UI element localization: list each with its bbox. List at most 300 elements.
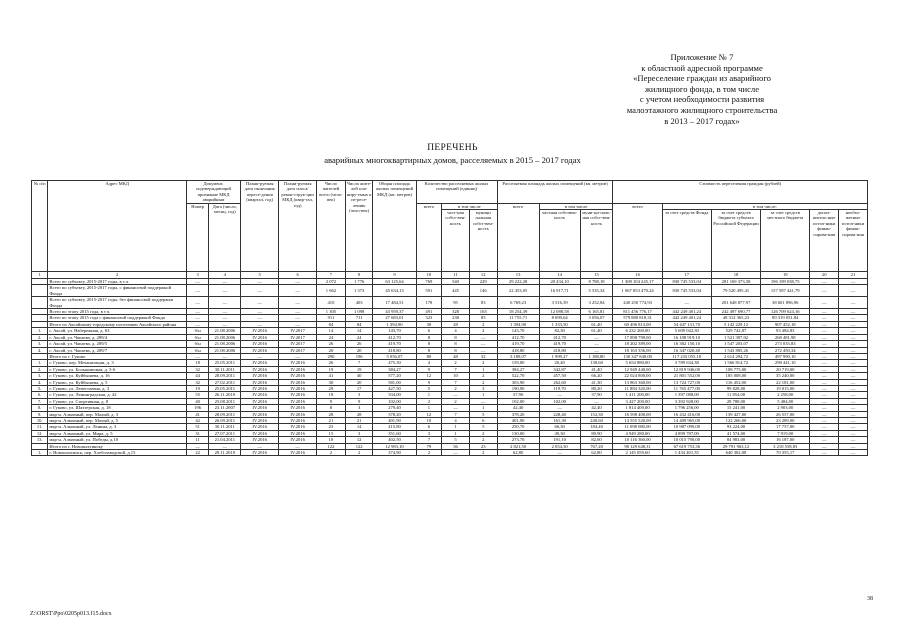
- table-cell-r1: 14: [317, 328, 346, 334]
- table-cell-n: 4.: [32, 379, 48, 385]
- table-cell-c: 17 898 799,00: [613, 334, 662, 340]
- table-cell-addr: мкр-н. Алмазный, пер. Малый, д. 5: [48, 417, 186, 423]
- table-cell-r2: 7: [345, 360, 373, 366]
- table-cell-docn: 31: [186, 430, 209, 436]
- column-number: 16: [613, 272, 662, 279]
- table-cell-addr: г. Аксай, ул. Набережная, д. 63: [48, 328, 186, 334]
- table-cell-qm: 2: [469, 360, 497, 366]
- table-cell-sp: 66,30: [539, 424, 580, 430]
- table-cell-qp: —: [442, 405, 470, 411]
- table-cell-cl: 497 990,10: [761, 353, 810, 359]
- table-cell-r1: 26: [317, 360, 346, 366]
- table-cell-r2: 711: [345, 315, 373, 321]
- table-cell-docn: —: [186, 297, 209, 309]
- table-cell-r2: 28: [345, 411, 373, 417]
- table-cell-pe: IV.2016: [241, 328, 279, 334]
- table-cell-q: 10: [416, 417, 442, 423]
- table-cell-docn: 196: [186, 405, 209, 411]
- table-cell-n: 12.: [32, 430, 48, 436]
- table-cell-n: 1.: [32, 450, 48, 456]
- table-cell-c: 16 598 400,00: [613, 411, 662, 417]
- table-cell-ce2: —: [839, 411, 868, 417]
- table-cell-sp: 412,70: [539, 334, 580, 340]
- table-cell-qm: —: [469, 334, 497, 340]
- table-cell-pd: —: [279, 443, 317, 449]
- column-number: 1: [32, 272, 48, 279]
- table-cell-pe: IV.2016: [241, 366, 279, 372]
- table-cell-s: 130,00: [497, 430, 539, 436]
- table-cell-pd: IV.2016: [279, 385, 317, 391]
- header-rooms-municipal: муници пальная собст-вен-ность: [469, 210, 497, 272]
- table-cell-pd: —: [279, 297, 317, 309]
- table-cell-pd: IV.2016: [279, 411, 317, 417]
- table-cell-sm: —: [580, 334, 613, 340]
- table-cell-q: 1: [416, 392, 442, 398]
- table-cell-addr: г. Гуково, ул. Спортивная, д. 8: [48, 398, 186, 404]
- table-cell-qm: 5: [469, 411, 497, 417]
- table-cell-pe: IV.2016: [241, 334, 279, 340]
- table-cell-pe: —: [241, 297, 279, 309]
- table-cell-docn: —: [186, 309, 209, 315]
- table-cell-r2: 21: [345, 417, 373, 423]
- table-cell-cl: 22 181,00: [761, 379, 810, 385]
- column-number: 19: [761, 272, 810, 279]
- appendix-line: «Переселение граждан из аварийного: [633, 73, 771, 84]
- table-cell-n: 4.: [32, 347, 48, 353]
- table-cell-ce: —: [810, 315, 839, 321]
- table-cell-qp: 8: [442, 341, 470, 347]
- table-cell-ce: —: [810, 334, 839, 340]
- table-cell-ce2: —: [839, 334, 868, 340]
- column-number: 20: [810, 272, 839, 279]
- table-cell-ce2: —: [839, 353, 868, 359]
- table-cell-cs: 99 828,00: [711, 385, 760, 391]
- table-cell-pe: —: [241, 309, 279, 315]
- table-cell-c: 11 098 080,00: [613, 424, 662, 430]
- table-cell-docn: б/н: [186, 328, 209, 334]
- table-cell-sp: 102,00: [539, 398, 580, 404]
- table-cell-docn: —: [186, 321, 209, 327]
- table-cell-addr: Всего по этапу 2015 года с финансовой поддержкой Фонда: [48, 315, 186, 321]
- table-cell-r2: 19: [345, 366, 373, 372]
- table-cell-r2: 1 098: [345, 309, 373, 315]
- column-number: 5: [241, 272, 279, 279]
- table-cell-docn: б/н: [186, 334, 209, 340]
- table-cell-addr: Всего по субъекту, 2015-2017 годы, с финансовой поддержкой Фонда: [48, 285, 186, 297]
- table-cell-cf: 54 447 131,70: [662, 321, 711, 327]
- header-doc-number: Номер: [186, 203, 209, 271]
- table-cell-docd: —: [209, 297, 241, 309]
- table-cell-r2: 26: [345, 341, 373, 347]
- table-cell-a: 427,50: [373, 385, 416, 391]
- table-cell-r1: 28: [317, 411, 346, 417]
- table-cell-ce2: —: [839, 385, 868, 391]
- table-cell-r2: 9: [345, 398, 373, 404]
- table-cell-cf: 3 789 634,38: [662, 360, 711, 366]
- table-cell-pd: IV.2016: [279, 417, 317, 423]
- table-row: [32, 285, 868, 297]
- table-cell-c: 579 880 818,31: [613, 315, 662, 321]
- table-cell-docn: —: [186, 279, 209, 285]
- table-cell-addr: мкр-н. Алмазный, ул. Ленина, д. 3: [48, 424, 186, 430]
- table-cell-a: 418,80: [373, 347, 416, 353]
- header-cost-extra2: необхо-жетные источ-ники финан-сирова-ния: [839, 210, 868, 272]
- table-cell-a: 581,00: [373, 379, 416, 385]
- table-cell-n: [32, 297, 48, 309]
- table-cell-qm: —: [469, 341, 497, 347]
- table-cell-qp: —: [442, 392, 470, 398]
- table-cell-pd: IV.2016: [279, 430, 317, 436]
- table-cell-ce2: —: [839, 279, 868, 285]
- table-cell-pe: —: [241, 443, 279, 449]
- table-cell-sp: 8 699,64: [539, 315, 580, 321]
- table-cell-addr: г. Гуково, ул. Куйбышева, д. 16: [48, 373, 186, 379]
- column-number: 11: [442, 272, 470, 279]
- column-number: 12: [469, 272, 497, 279]
- table-cell-r2: 84: [345, 321, 373, 327]
- table-cell-sp: 191,10: [539, 437, 580, 443]
- table-cell-ce: —: [810, 417, 839, 423]
- table-cell-cl: 157 587 441,79: [761, 285, 810, 297]
- table-cell-docd: 27.02.2011: [209, 379, 241, 385]
- appendix-line: к областной адресной программе: [641, 62, 763, 73]
- table-cell-sp: 119,70: [539, 385, 580, 391]
- table-cell-cs: 15 241,00: [711, 405, 760, 411]
- header-plan-demolish: Плани-руемая дата сноса/ рекон-струк-ции МКД (квар-тал, год): [279, 181, 317, 272]
- table-cell-pd: IV.2017: [279, 341, 317, 347]
- table-row: [32, 297, 868, 309]
- table-cell-sp: —: [539, 392, 580, 398]
- table-cell-docd: 21.08.2006: [209, 347, 241, 353]
- table-cell-q: 79: [416, 443, 442, 449]
- table-cell-docn: 42: [186, 417, 209, 423]
- table-cell-a: 401,90: [373, 417, 416, 423]
- table-cell-q: 4: [416, 360, 442, 366]
- table-cell-qp: 4: [442, 417, 470, 423]
- table-cell-c: 11 884 320,00: [613, 385, 662, 391]
- table-cell-q: 323: [416, 315, 442, 321]
- table-cell-r1: 8: [317, 405, 346, 411]
- table-cell-sm: 41,30: [580, 379, 613, 385]
- table-cell-sp: 20 434,10: [539, 279, 580, 285]
- table-cell-docn: 19: [186, 385, 209, 391]
- table-cell-docn: 32: [186, 366, 209, 372]
- header-area-total: Общая площадь жилых помещений МКД (кв. метров): [373, 181, 416, 272]
- table-cell-qm: 2: [469, 450, 497, 456]
- table-cell-q: 9: [416, 379, 442, 385]
- table-cell-cf: 12 819 946,00: [662, 366, 711, 372]
- table-cell-qm: 5: [469, 424, 497, 430]
- table-cell-cl: 35 240,00: [761, 373, 810, 379]
- table-cell-c: 4 949 280,00: [613, 430, 662, 436]
- table-cell-cl: 23 289,00: [761, 417, 810, 423]
- table-cell-qp: 238: [442, 315, 470, 321]
- table-cell-qp: 1: [442, 424, 470, 430]
- table-cell-a: 143,70: [373, 328, 416, 334]
- table-cell-q: 80: [416, 353, 442, 359]
- table-cell-r2: 20: [345, 347, 373, 353]
- table-cell-pe: —: [241, 285, 279, 297]
- table-cell-docd: 28.09.2011: [209, 411, 241, 417]
- table-cell-sp: 2 054,30: [539, 443, 580, 449]
- table-cell-r1: 24: [317, 334, 346, 340]
- table-cell-cs: 201 648 877,97: [711, 297, 760, 309]
- table-cell-addr: мкр-н. Алмазный, ул. Победы, д.10: [48, 437, 186, 443]
- table-cell-sm: 66,20: [580, 373, 613, 379]
- table-cell-qm: —: [469, 347, 497, 353]
- table-cell-n: [32, 285, 48, 297]
- table-cell-q: 178: [416, 297, 442, 309]
- table-cell-pd: —: [279, 309, 317, 315]
- table-cell-ce: —: [810, 379, 839, 385]
- table-cell-cs: 1 543 885,26: [711, 347, 760, 353]
- table-cell-n: 2.: [32, 334, 48, 340]
- table-cell-ce: —: [810, 411, 839, 417]
- table-cell-docn: —: [186, 285, 209, 297]
- table-cell-n: 9.: [32, 411, 48, 417]
- table-cell-ce2: —: [839, 366, 868, 372]
- table-cell-r1: 26: [317, 341, 346, 347]
- column-number: 17: [662, 272, 711, 279]
- table-cell-pd: IV.2016: [279, 379, 317, 385]
- table-cell-cs: 5 142 229,12: [711, 321, 760, 327]
- table-cell-s: 2 821,50: [497, 443, 539, 449]
- table-cell-a: 102,00: [373, 398, 416, 404]
- table-cell-addr: г. Гуково, пер. Механизации, д. 3: [48, 360, 186, 366]
- table-cell-sm: 767,20: [580, 443, 613, 449]
- table-cell-cs: 185 008,00: [711, 373, 760, 379]
- table-cell-pd: IV.2017: [279, 328, 317, 334]
- table-cell-docn: 32: [186, 379, 209, 385]
- table-cell-cs: 11 854,00: [711, 392, 760, 398]
- table-cell-pe: IV.2016: [241, 373, 279, 379]
- table-cell-docd: 25.08.2011: [209, 398, 241, 404]
- table-cell-r2: 1 373: [345, 285, 373, 297]
- table-cell-pe: IV.2016: [241, 411, 279, 417]
- table-cell-sp: 82,30: [539, 328, 580, 334]
- table-cell-r2: 2: [345, 450, 373, 456]
- table-cell-cl: 5 484,00: [761, 398, 810, 404]
- table-cell-c: 1 308 104 245,17: [613, 279, 662, 285]
- table-cell-c: 1 067 853 470,24: [613, 285, 662, 297]
- table-cell-cs: 28 788,00: [711, 398, 760, 404]
- table-cell-qp: 5: [442, 437, 470, 443]
- table-cell-n: 6.: [32, 392, 48, 398]
- table-cell-c: 2 145 059,60: [613, 450, 662, 456]
- table-cell-sp: 1 333,50: [539, 321, 580, 327]
- table-cell-ce: —: [810, 309, 839, 315]
- table-cell-qm: 1: [469, 366, 497, 372]
- table-cell-s: 143,70: [497, 328, 539, 334]
- table-cell-qp: 28: [442, 321, 470, 327]
- table-cell-c: 22 024 800,00: [613, 373, 662, 379]
- table-cell-a: 577,20: [373, 373, 416, 379]
- table-cell-n: 11.: [32, 424, 48, 430]
- table-cell-sm: 3 252,84: [580, 297, 613, 309]
- table-cell-cs: 529 742,87: [711, 328, 760, 334]
- table-cell-sm: —: [580, 341, 613, 347]
- table-cell-sp: 418,80: [539, 347, 580, 353]
- table-cell-ce: —: [810, 360, 839, 366]
- header-doc: Документ, подтверждающий признание МКД аварийным: [186, 181, 240, 204]
- table-cell-cl: 26 557,00: [761, 411, 810, 417]
- table-cell-c: 18 163 356,00: [613, 347, 662, 353]
- table-cell-qp: 540: [442, 279, 470, 285]
- column-number: 21: [839, 272, 868, 279]
- table-cell-a: 1 394,90: [373, 321, 416, 327]
- table-cell-pe: IV.2016: [241, 405, 279, 411]
- table-cell-r2: 3: [345, 392, 373, 398]
- table-cell-qp: 48: [442, 353, 470, 359]
- table-cell-cs: 122 266,00: [711, 417, 760, 423]
- table-cell-q: 12: [416, 411, 442, 417]
- table-cell-r1: 18: [317, 392, 346, 398]
- table-cell-qp: 10: [442, 373, 470, 379]
- table-cell-r1: 84: [317, 321, 346, 327]
- table-cell-c: 811 456 776,17: [613, 309, 662, 315]
- header-rooms-incl: в том числе: [442, 203, 497, 209]
- table-cell-cl: 126 709 624,16: [761, 309, 810, 315]
- table-cell-a: 334,00: [373, 392, 416, 398]
- table-cell-docd: —: [209, 353, 241, 359]
- table-cell-docd: 26.09.2011: [209, 417, 241, 423]
- table-cell-pe: IV.2016: [241, 341, 279, 347]
- table-cell-ce2: —: [839, 360, 868, 366]
- table-cell-q: 6: [416, 328, 442, 334]
- table-cell-n: 1.: [32, 360, 48, 366]
- table-cell-r1: 21: [317, 417, 346, 423]
- header-rooms-total: всего: [416, 203, 442, 271]
- table-cell-ce: —: [810, 437, 839, 443]
- table-cell-s: 3 188,07: [497, 353, 539, 359]
- table-cell-cf: 16 382 150,10: [662, 341, 711, 347]
- table-cell-pe: IV.2016: [241, 392, 279, 398]
- header-cost-extra: допол-нитель-ные источ-ники финан-сирова-ния: [810, 210, 839, 272]
- table-cell-pd: IV.2017: [279, 334, 317, 340]
- table-cell-q: 2: [416, 450, 442, 456]
- table-cell-sm: 8 788,18: [580, 279, 613, 285]
- table-cell-q: 2: [416, 398, 442, 404]
- table-cell-ce2: —: [839, 347, 868, 353]
- table-cell-q: 8: [416, 341, 442, 347]
- column-number: 4: [209, 272, 241, 279]
- table-cell-a: 374,90: [373, 450, 416, 456]
- table-cell-sm: 62,80: [580, 450, 613, 456]
- table-cell-docd: 29.11.2010: [209, 450, 241, 456]
- table-cell-qm: 146: [469, 285, 497, 297]
- table-cell-sm: 42,40: [580, 405, 613, 411]
- table-cell-sp: 3 516,39: [539, 297, 580, 309]
- table-cell-qm: 23: [469, 443, 497, 449]
- table-cell-pe: —: [241, 315, 279, 321]
- table-cell-r2: 20: [345, 379, 373, 385]
- table-cell-ce2: —: [839, 450, 868, 456]
- table-cell-cs: 1 521 397,92: [711, 334, 760, 340]
- table-cell-pd: IV.2016: [279, 373, 317, 379]
- table-cell-a: 419,70: [373, 341, 416, 347]
- table-cell-n: 3.: [32, 373, 48, 379]
- table-cell-docn: 40: [186, 398, 209, 404]
- table-cell-s: 250,70: [497, 424, 539, 430]
- table-cell-docn: 22: [186, 450, 209, 456]
- table-cell-s: 18 254,39: [497, 309, 539, 315]
- appendix-line: жилищного фонда, в том числе: [644, 83, 760, 94]
- table-cell-s: 303,90: [497, 379, 539, 385]
- table-cell-addr: Итого по г. Новошахтинску: [48, 443, 186, 449]
- document-title: ПЕРЕЧЕНЬ: [427, 143, 478, 153]
- table-cell-c: 1 814 400,00: [613, 405, 662, 411]
- table-cell-r1: 410: [317, 297, 346, 309]
- header-area: Расселяемая площадь жилых помещений (кв. метров): [497, 181, 613, 204]
- table-cell-ce: —: [810, 450, 839, 456]
- table-cell-ce2: —: [839, 398, 868, 404]
- table-cell-docn: —: [186, 315, 209, 321]
- table-cell-a: 475,30: [373, 360, 416, 366]
- table-cell-addr: г. Аксай, ул. Чапаева, д. 289/7: [48, 347, 186, 353]
- table-cell-s: 522,70: [497, 373, 539, 379]
- table-cell-qm: 1: [469, 392, 497, 398]
- table-cell-ce2: —: [839, 285, 868, 297]
- table-cell-r1: 911: [317, 315, 346, 321]
- table-cell-ce2: —: [839, 328, 868, 334]
- table-cell-ce: —: [810, 443, 839, 449]
- table-cell-docd: 21.08.2006: [209, 341, 241, 347]
- table-cell-n: 13.: [32, 437, 48, 443]
- table-cell-docd: 21.08.2006: [209, 328, 241, 334]
- table-cell-qm: 229: [469, 279, 497, 285]
- table-cell-sm: 80,20: [580, 385, 613, 391]
- table-cell-sm: 184,40: [580, 424, 613, 430]
- table-cell-r2: 196: [345, 353, 373, 359]
- table-cell-q: 8: [416, 334, 442, 340]
- table-cell-cf: 830 745 533,04: [662, 285, 711, 297]
- table-cell-cs: 48 312 365,23: [711, 315, 760, 321]
- table-cell-ce: —: [810, 347, 839, 353]
- table-cell-r1: 122: [317, 443, 346, 449]
- table-cell-cl: 38 601 896,96: [761, 297, 810, 309]
- table-cell-c: 60 496 813,00: [613, 321, 662, 327]
- table-cell-cs: 116 452,00: [711, 379, 760, 385]
- table-cell-qm: 1: [469, 405, 497, 411]
- table-cell-qp: 328: [442, 309, 470, 315]
- table-cell-s: 190,90: [497, 385, 539, 391]
- table-cell-pd: —: [279, 279, 317, 285]
- table-cell-sp: 419,70: [539, 341, 580, 347]
- table-cell-ce: —: [810, 373, 839, 379]
- table-cell-s: 62,80: [497, 450, 539, 456]
- table-cell-ce: —: [810, 392, 839, 398]
- table-cell-r2: 3: [345, 405, 373, 411]
- table-cell-addr: г. Гуково, ул. Ленинградская, д. 42: [48, 392, 186, 398]
- table-cell-sp: —: [539, 405, 580, 411]
- table-cell-cf: 21 801 552,00: [662, 373, 711, 379]
- table-cell-qp: 2: [442, 360, 470, 366]
- file-path-footer: Z:\ORST\Ppo\0205p013.f15.docx: [30, 611, 112, 617]
- header-num: № п/п: [32, 181, 48, 272]
- table-cell-sm: 138,60: [580, 360, 613, 366]
- table-cell-c: 3 427 200,00: [613, 398, 662, 404]
- table-cell-s: 22 453,05: [497, 285, 539, 297]
- table-cell-cs: 108 775,00: [711, 366, 760, 372]
- table-cell-qm: 2: [469, 321, 497, 327]
- table-cell-s: 273,70: [497, 437, 539, 443]
- table-cell-cf: 1 397 088,00: [662, 392, 711, 398]
- table-cell-sp: —: [539, 450, 580, 456]
- table-cell-r2: 403: [345, 297, 373, 309]
- table-cell-qp: 4: [442, 328, 470, 334]
- table-cell-cs: 640 302,08: [711, 450, 760, 456]
- table-cell-addr: Итого по г. Гуково: [48, 353, 186, 359]
